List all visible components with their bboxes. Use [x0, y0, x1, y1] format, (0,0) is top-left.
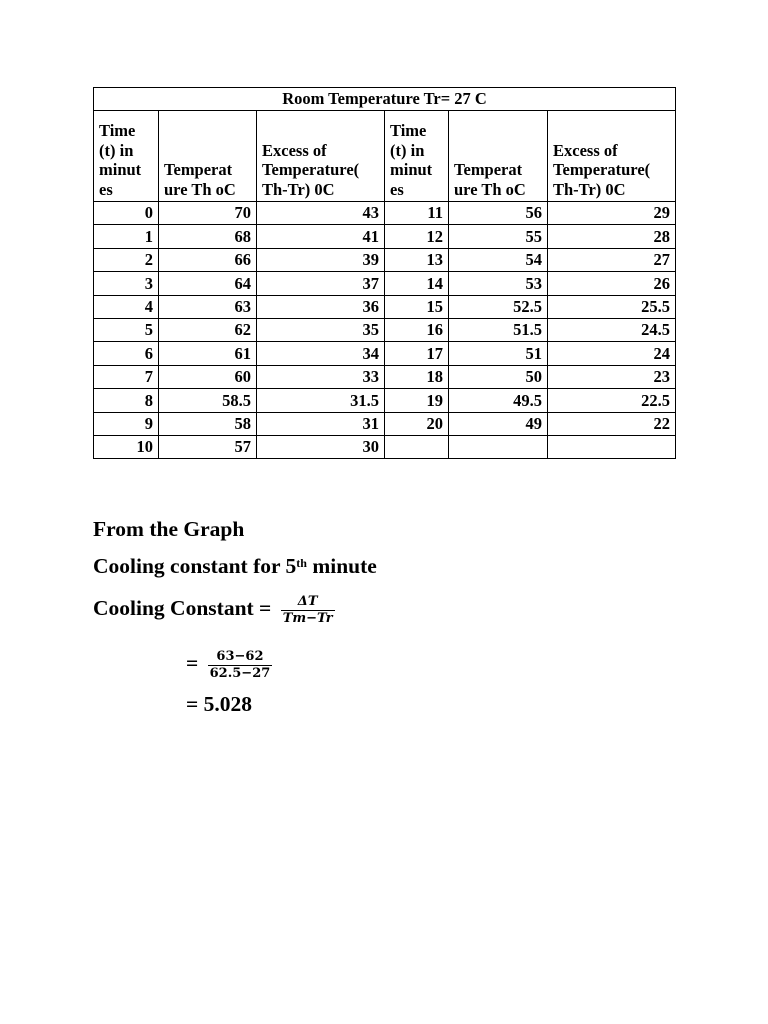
- formula-denominator: Tm−Tr: [282, 610, 333, 626]
- table-cell: 14: [385, 272, 449, 295]
- table-cell: 37: [257, 272, 385, 295]
- table-cell: 17: [385, 342, 449, 365]
- table-cell: 26: [548, 272, 676, 295]
- table-cell: 1: [94, 225, 159, 248]
- table-cell: 13: [385, 248, 449, 271]
- table-cell: 7: [94, 365, 159, 388]
- cooling-heading-sup: th: [296, 556, 307, 570]
- header-time-2: Time (t) in minut es: [385, 111, 449, 202]
- substitution-denominator: 62.5−27: [209, 665, 271, 681]
- table-cell: 41: [257, 225, 385, 248]
- table-cell: 53: [449, 272, 548, 295]
- table-row: [94, 365, 676, 388]
- table-cell: 31.5: [257, 389, 385, 412]
- table-cell: 22: [548, 412, 676, 435]
- table-cell: 52.5: [449, 295, 548, 318]
- table-row: [94, 318, 676, 341]
- table-cell: 50: [449, 365, 548, 388]
- table-cell: 29: [548, 202, 676, 225]
- table-cell: 3: [94, 272, 159, 295]
- table-cell: 22.5: [548, 389, 676, 412]
- table-cell: 57: [159, 435, 257, 458]
- table-cell: 68: [159, 225, 257, 248]
- table-cell: 4: [94, 295, 159, 318]
- from-graph-heading: From the Graph: [93, 517, 245, 541]
- table-cell: 11: [385, 202, 449, 225]
- table-row: [94, 389, 676, 412]
- table-row: [94, 225, 676, 248]
- table-row: [94, 248, 676, 271]
- table-cell: 34: [257, 342, 385, 365]
- table-cell: [548, 435, 676, 458]
- table-row: [94, 295, 676, 318]
- table-cell: 56: [449, 202, 548, 225]
- table-cell: 28: [548, 225, 676, 248]
- header-excess-2: Excess of Temperature( Th-Tr) 0C: [548, 111, 676, 202]
- table-cell: 24.5: [548, 318, 676, 341]
- table-cell: 31: [257, 412, 385, 435]
- table-cell: 51: [449, 342, 548, 365]
- table-cell: 64: [159, 272, 257, 295]
- cooling-data-table: [93, 87, 676, 459]
- substitution-equals: =: [186, 651, 199, 675]
- table-cell: 70: [159, 202, 257, 225]
- table-cell: 43: [257, 202, 385, 225]
- table-cell: 66: [159, 248, 257, 271]
- table-cell: 27: [548, 248, 676, 271]
- table-row: [94, 435, 676, 458]
- table-cell: 18: [385, 365, 449, 388]
- formula-line: [93, 588, 335, 628]
- table-cell: 35: [257, 318, 385, 341]
- header-temperature-1: Temperat ure Th oC: [159, 111, 257, 202]
- table-cell: 58: [159, 412, 257, 435]
- table-cell: [385, 435, 449, 458]
- table-cell: 60: [159, 365, 257, 388]
- table-cell: 23: [548, 365, 676, 388]
- table-row: [94, 412, 676, 435]
- cooling-heading-post: minute: [306, 554, 377, 578]
- table-cell: 5: [94, 318, 159, 341]
- formula-numerator: ΔT: [297, 593, 318, 609]
- table-cell: 0: [94, 202, 159, 225]
- substitution-fraction: [208, 649, 273, 682]
- formula-fraction: [281, 594, 335, 627]
- header-time-1: Time (t) in minut es: [94, 111, 159, 202]
- table-cell: 6: [94, 342, 159, 365]
- header-temperature-2: Temperat ure Th oC: [449, 111, 548, 202]
- table-cell: 39: [257, 248, 385, 271]
- table-cell: [449, 435, 548, 458]
- table-cell: 49: [449, 412, 548, 435]
- table-cell: 49.5: [449, 389, 548, 412]
- table-cell: 55: [449, 225, 548, 248]
- table-cell: 9: [94, 412, 159, 435]
- table-cell: 63: [159, 295, 257, 318]
- table-cell: 61: [159, 342, 257, 365]
- formula-label: Cooling Constant =: [93, 596, 272, 620]
- table-cell: 20: [385, 412, 449, 435]
- table-cell: 62: [159, 318, 257, 341]
- table-cell: 24: [548, 342, 676, 365]
- result-line: = 5.028: [186, 692, 253, 716]
- cooling-constant-heading: [93, 553, 377, 579]
- table-cell: 8: [94, 389, 159, 412]
- substitution-numerator: 63−62: [216, 648, 264, 664]
- table-title: Room Temperature Tr= 27 C: [94, 88, 676, 111]
- table-cell: 51.5: [449, 318, 548, 341]
- table-cell: 54: [449, 248, 548, 271]
- table-cell: 36: [257, 295, 385, 318]
- header-excess-1: Excess of Temperature( Th-Tr) 0C: [257, 111, 385, 202]
- table-cell: 19: [385, 389, 449, 412]
- table-cell: 10: [94, 435, 159, 458]
- table-cell: 25.5: [548, 295, 676, 318]
- table-cell: 15: [385, 295, 449, 318]
- table-row: [94, 342, 676, 365]
- table-cell: 30: [257, 435, 385, 458]
- table-cell: 33: [257, 365, 385, 388]
- table-cell: 12: [385, 225, 449, 248]
- table-row: [94, 202, 676, 225]
- substitution-line: [186, 643, 272, 683]
- table-cell: 16: [385, 318, 449, 341]
- table-row: [94, 272, 676, 295]
- table-cell: 58.5: [159, 389, 257, 412]
- table-cell: 2: [94, 248, 159, 271]
- cooling-heading-pre: Cooling constant for 5: [93, 554, 297, 578]
